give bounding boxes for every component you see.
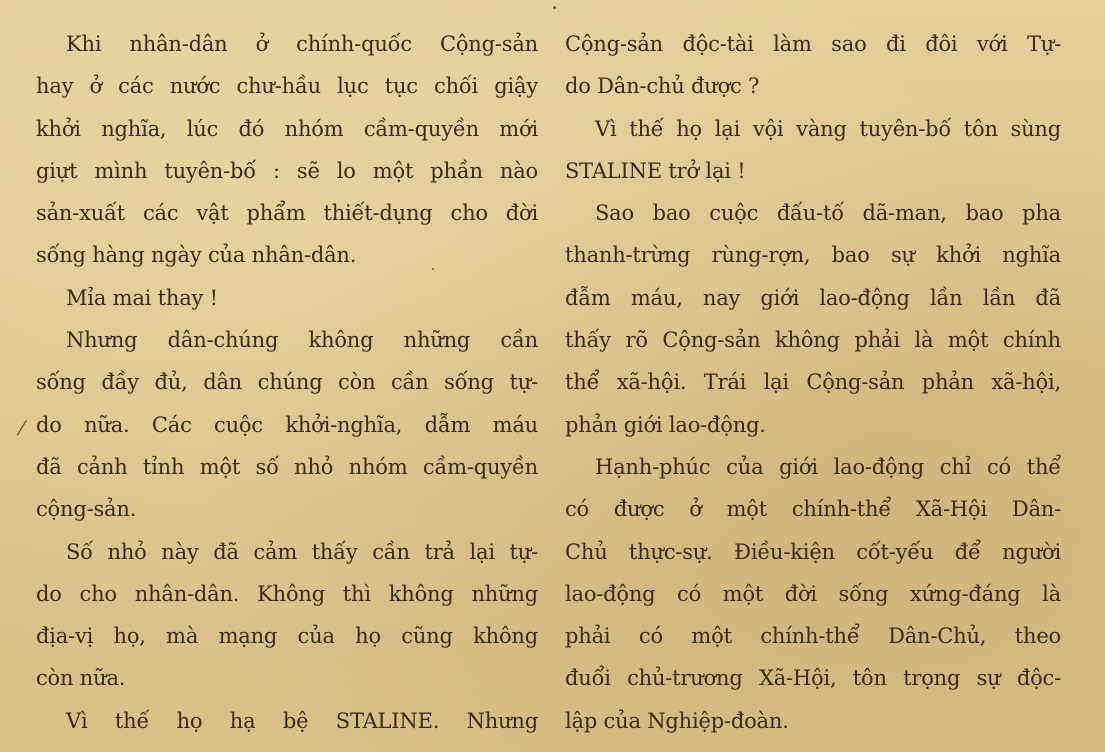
text-line: lao-động có một đời sống xứng-đáng là [565,581,1061,606]
text-line: đẫm máu, nay giới lao-động lần lần đã [565,285,1061,310]
text-line: Vì thế họ lại vội vàng tuyên-bố tôn sùng [595,116,1061,141]
text-line: hay ở các nước chư-hầu lục tục chối giậy [36,74,538,99]
article-column-left [36,23,538,742]
text-line: thanh-trừng rùng-rợn, bao sự khởi nghĩa [565,243,1061,268]
text-line: do cho nhân-dân. Không thì không những [36,581,538,606]
text-line: Sao bao cuộc đấu-tố dã-man, bao pha [595,201,1061,226]
margin-mark: ⁄ [20,416,24,440]
text-line: còn nữa. [36,666,126,691]
text-line: sống hàng ngày của nhân-dân. [36,243,357,268]
text-line: địa-vị họ, mà mạng của họ cũng không [36,624,538,649]
text-line: đã cảnh tỉnh một số nhỏ nhóm cầm-quyền [36,454,538,479]
text-line: khởi nghĩa, lúc đó nhóm cầm-quyền mới [36,116,538,141]
text-line: do nữa. Các cuộc khởi-nghĩa, dẫm máu [36,412,538,437]
text-line: phản giới lao-động. [565,412,766,437]
text-line: STALINE trở lại ! [565,158,746,183]
text-line: Khi nhân-dân ở chính-quốc Cộng-sản [66,32,538,56]
text-line: thấy rõ Cộng-sản không phải là một chính [565,328,1061,353]
text-line: giựt mình tuyên-bố : sẽ lo một phần nào [36,158,538,183]
text-line: do Dân-chủ được ? [565,74,760,99]
text-line: sản-xuất các vật phẩm thiết-dụng cho đời [36,201,538,226]
text-line: có được ở một chính-thể Xã-Hội Dân- [565,497,1061,522]
text-line: phải có một chính-thể Dân-Chủ, theo [565,624,1061,649]
text-line: đuổi chủ-trương Xã-Hội, tôn trọng sự độc- [565,666,1061,691]
text-line: Nhưng dân-chúng không những cần [66,328,538,353]
text-line: Cộng-sản độc-tài làm sao đi đôi với Tự- [565,32,1061,56]
text-line: thể xã-hội. Trái lại Cộng-sản phản xã-hội, [565,370,1061,395]
text-line: Số nhỏ này đã cảm thấy cần trả lại tự- [66,539,538,564]
text-line: sống đầy đủ, dân chúng còn cần sống tự- [36,370,538,395]
text-line: Hạnh-phúc của giới lao-động chỉ có thể [595,454,1061,479]
text-line: Vì thế họ hạ bệ STALINE. Nhưng [66,708,538,733]
article-column-right [565,23,1061,742]
text-line: Chủ thực-sự. Điều-kiện cốt-yếu để người [565,539,1061,564]
text-line: lập của Nghiệp-đoàn. [565,708,789,733]
text-line: cộng-sản. [36,497,137,522]
ink-speck [553,6,556,9]
text-line: Mỉa mai thay ! [66,285,218,310]
